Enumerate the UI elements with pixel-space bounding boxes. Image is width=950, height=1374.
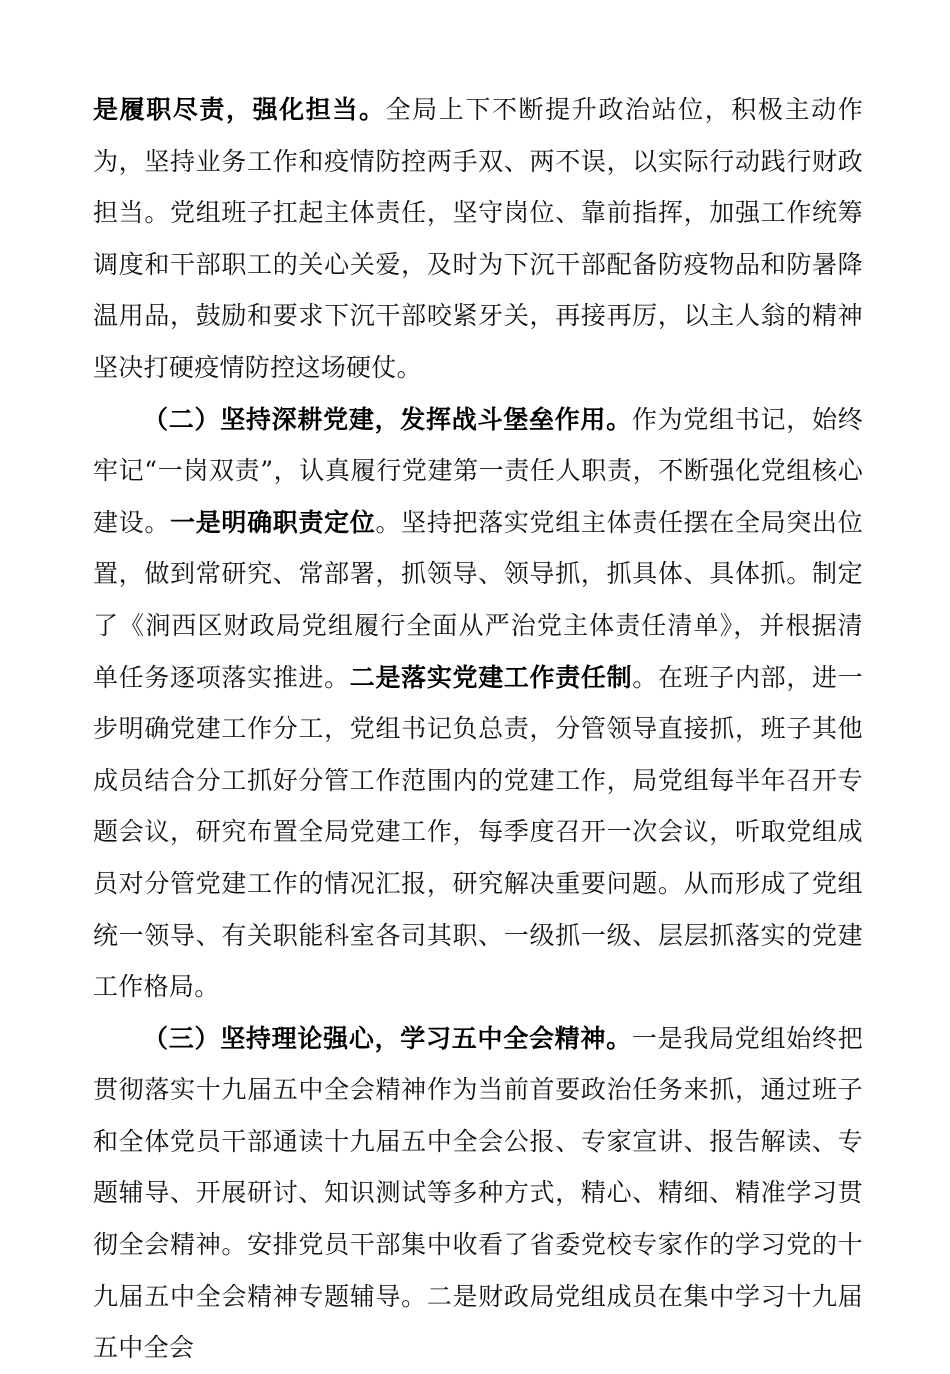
section-3-heading: （三）坚持理论强心，学习五中全会精神。 xyxy=(143,1023,632,1053)
document-body xyxy=(93,84,863,1374)
paragraph-2-text-a: 作为党组书记，始终牢记“一岗双责”，认真履行党建第一责任人职责，不断强化党组核心建设。 xyxy=(93,404,864,537)
paragraph-3 xyxy=(93,1013,863,1374)
paragraph-1-heading: 是履职尽责，强化担当。 xyxy=(93,95,386,124)
paragraph-3-text: 一是我局党组始终把贯彻落实十九届五中全会精神作为当前首要政治任务来抓，通过班子和全体党员干部通读十九届五中全会公报、专家宣讲、报告解读、专题辅导、开展研讨、知识测试等多种方式，精心、精细、精准学习贯彻全会精神。安排党员干部集中收看了省委党校专家作的学习党的十九届五中全会精神专题辅导。二是财政局党组成员在集中学习十九届五中全会 xyxy=(93,1023,864,1363)
paragraph-2-text-c: 。在班子内部，进一步明确党建工作分工，党组书记负总责，分管领导直接抓，班子其他成员结合分工抓好分管工作范围内的党建工作，局党组每半年召开专题会议，研究布置全局党建工作，每季度召开一次会议，听取党组成员对分管党建工作的情况汇报，研究解决重要问题。从而形成了党组统一领导、有关职能科室各司其职、一级抓一级、层层抓落实的党建工作格局。 xyxy=(93,662,863,1002)
paragraph-1-text: 全局上下不断提升政治站位，积极主动作为，坚持业务工作和疫情防控两手双、两不误，以实际行动践行财政担当。党组班子扛起主体责任，坚守岗位、靠前指挥，加强工作统筹调度和干部职工的关心关爱，及时为下沉干部配备防疫物品和防暑降温用品，鼓励和要求下沉干部咬紧牙关，再接再厉，以主人翁的精神坚决打硬疫情防控这场硬仗。 xyxy=(93,95,863,382)
paragraph-2-text-b: 。坚持把落实党组主体责任摆在全局突出位置，做到常研究、常部署，抓领导、领导抓，抓具体、具体抓。制定了《涧西区财政局党组履行全面从严治党主体责任清单》，并根据清单任务逐项落实推进。 xyxy=(93,507,864,692)
paragraph-1 xyxy=(93,84,863,394)
paragraph-2 xyxy=(93,394,863,1013)
point-2-heading: 二是落实党建工作责任制 xyxy=(349,662,633,692)
point-1-heading: 一是明确职责定位 xyxy=(170,507,376,537)
section-2-heading: （二）坚持深耕党建，发挥战斗堡垒作用。 xyxy=(143,404,632,434)
